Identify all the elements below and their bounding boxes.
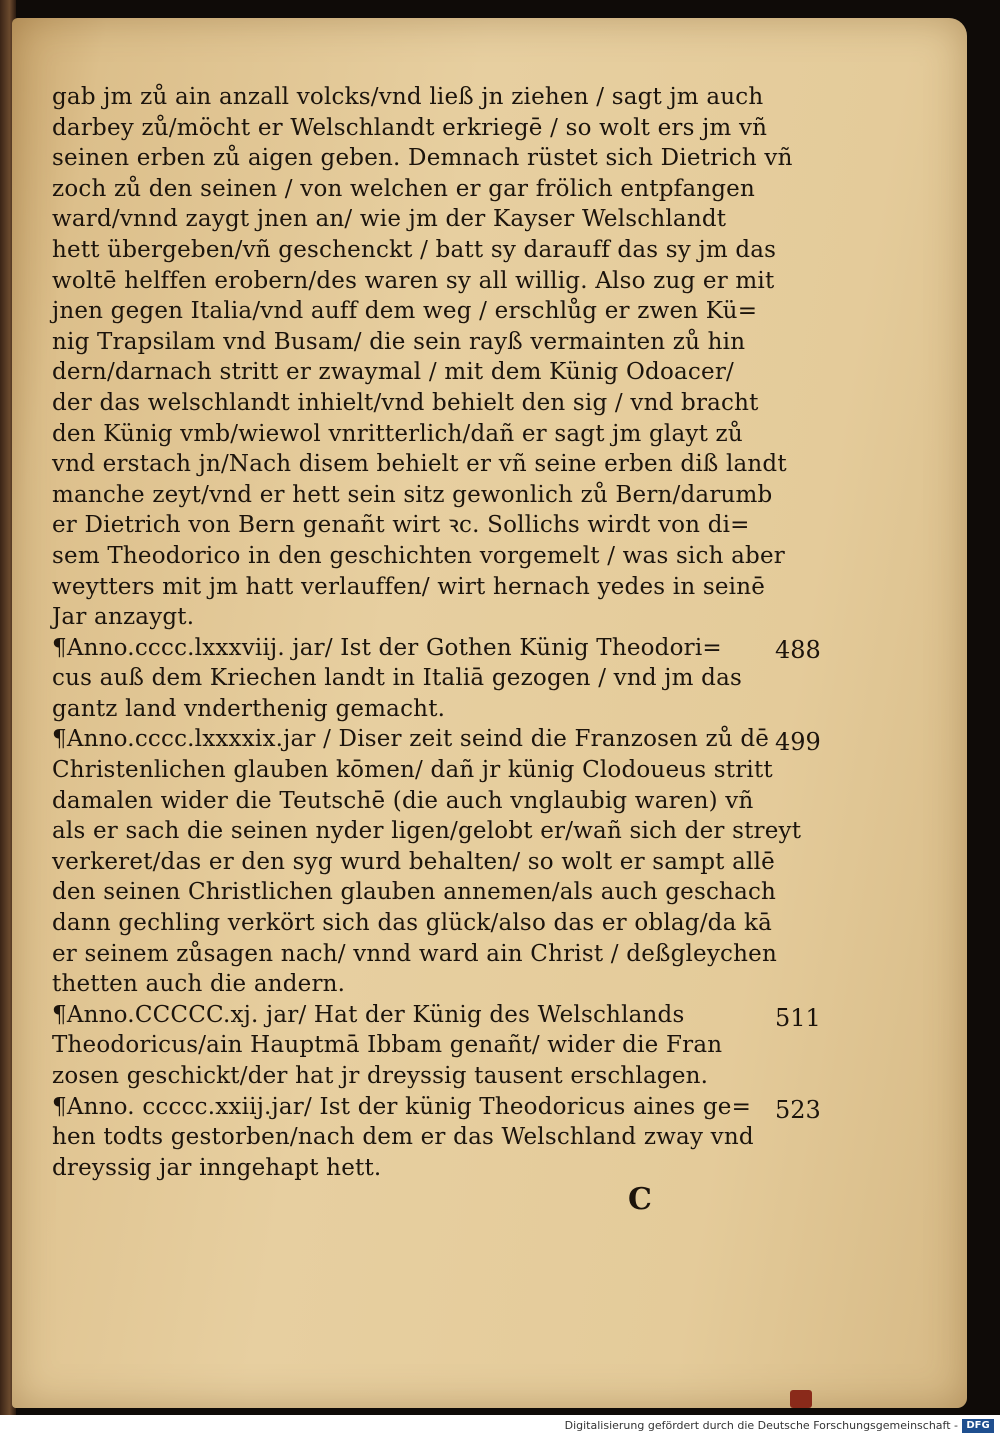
text-line: manche zeyt/vnd er hett sein sitz gewonlich zů Bern/darumb xyxy=(52,481,773,508)
text-line: als er sach die seinen nyder ligen/gelobt er/wañ sich der streyt xyxy=(52,818,802,845)
text-line: ¶Anno. ccccc.xxiij.jar/ Ist der künig Theodoricus aines ge= xyxy=(52,1093,752,1120)
text-line: jnen gegen Italia/vnd auff dem weg / erschlůg er zwen Kü= xyxy=(52,298,758,325)
text-line: den seinen Christlichen glauben annemen/als auch geschach xyxy=(52,879,777,906)
text-line: dern/darnach stritt er zwaymal / mit dem Künig Odoacer/ xyxy=(52,359,734,386)
text-line: thetten auch die andern. xyxy=(52,971,346,998)
text-line: darbey zů/möcht er Welschlandt erkriegē / so wolt ers jm vñ xyxy=(52,114,768,141)
footer-credit: Digitalisierung gefördert durch die Deutsche Forschungsgemeinschaft - xyxy=(564,1419,958,1432)
text-line: ¶Anno.cccc.lxxxviij. jar/ Ist der Gothen Künig Theodori= xyxy=(52,634,722,661)
text-line: zoch zů den seinen / von welchen er gar frölich entpfangen xyxy=(52,175,756,202)
text-line: Christenlichen glauben kōmen/ dañ jr künig Clodoueus stritt xyxy=(52,757,773,784)
text-line: gab jm zů ain anzall volcks/vnd ließ jn ziehen / sagt jm auch xyxy=(52,84,764,110)
text-line: zosen geschickt/der hat jr dreyssig tausent erschlagen. xyxy=(52,1063,709,1089)
dfg-logo-icon: DFG xyxy=(962,1419,994,1433)
margin-year: 499 xyxy=(775,728,821,756)
text-line: hen todts gestorben/nach dem er das Welschland zway vnd xyxy=(52,1124,754,1151)
text-line: weytters mit jm hatt verlauffen/ wirt hernach yedes in seinē xyxy=(52,573,766,600)
text-line: den Künig vmb/wiewol vnritterlich/dañ er sagt jm glayt zů xyxy=(52,420,743,447)
text-line: cus auß dem Kriechen landt in Italiā gezogen / vnd jm das xyxy=(52,665,743,692)
text-line: ¶Anno.cccc.lxxxxix.jar / Diser zeit seind die Franzosen zů dē xyxy=(52,726,770,753)
text-line: ward/vnnd zaygt jnen an/ wie jm der Kayser Welschlandt xyxy=(52,206,727,233)
text-line: er Dietrich von Bern genañt wirt ꝛc. Sollichs wirdt von di= xyxy=(52,512,750,539)
text-line: seinen erben zů aigen geben. Demnach rüstet sich Dietrich vñ xyxy=(52,145,793,172)
text-line: sem Theodorico in den geschichten vorgemelt / was sich aber xyxy=(52,542,785,569)
text-line: woltē helffen erobern/des waren sy all willig. Also zug er mit xyxy=(52,267,775,294)
text-line: hett übergeben/vñ geschenckt / batt sy darauff das sy jm das xyxy=(52,236,777,263)
text-line: Jar anzaygt. xyxy=(52,604,195,631)
text-line: damalen wider die Teutschē (die auch vnglaubig waren) vñ xyxy=(52,787,754,814)
signature-mark: C xyxy=(628,1182,652,1217)
text-line: nig Trapsilam vnd Busam/ die sein rayß vermainten zů hin xyxy=(52,328,746,355)
footer-bar xyxy=(0,1415,1000,1438)
text-line: ¶Anno.CCCCC.xj. jar/ Hat der Künig des Welschlands xyxy=(52,1001,685,1028)
text-line: verkeret/das er den syg wurd behalten/ so wolt er sampt allē xyxy=(52,848,775,875)
text-line: vnd erstach jn/Nach disem behielt er vñ seine erben diß landt xyxy=(52,451,787,478)
margin-year: 511 xyxy=(775,1004,821,1032)
bookmark-ribbon xyxy=(790,1390,812,1408)
text-line: der das welschlandt inhielt/vnd behielt den sig / vnd bracht xyxy=(52,389,759,416)
margin-year: 488 xyxy=(775,636,821,664)
text-line: Theodoricus/ain Hauptmā Ibbam genañt/ wider die Fran xyxy=(52,1032,723,1059)
text-line: dann gechling verkört sich das glück/also das er oblag/da kā xyxy=(52,910,773,937)
text-line: gantz land vnderthenig gemacht. xyxy=(52,695,446,722)
margin-year: 523 xyxy=(775,1096,821,1124)
text-line: dreyssig jar inngehapt hett. xyxy=(52,1154,382,1181)
text-line: er seinem zůsagen nach/ vnnd ward ain Christ / deßgleychen xyxy=(52,940,777,967)
